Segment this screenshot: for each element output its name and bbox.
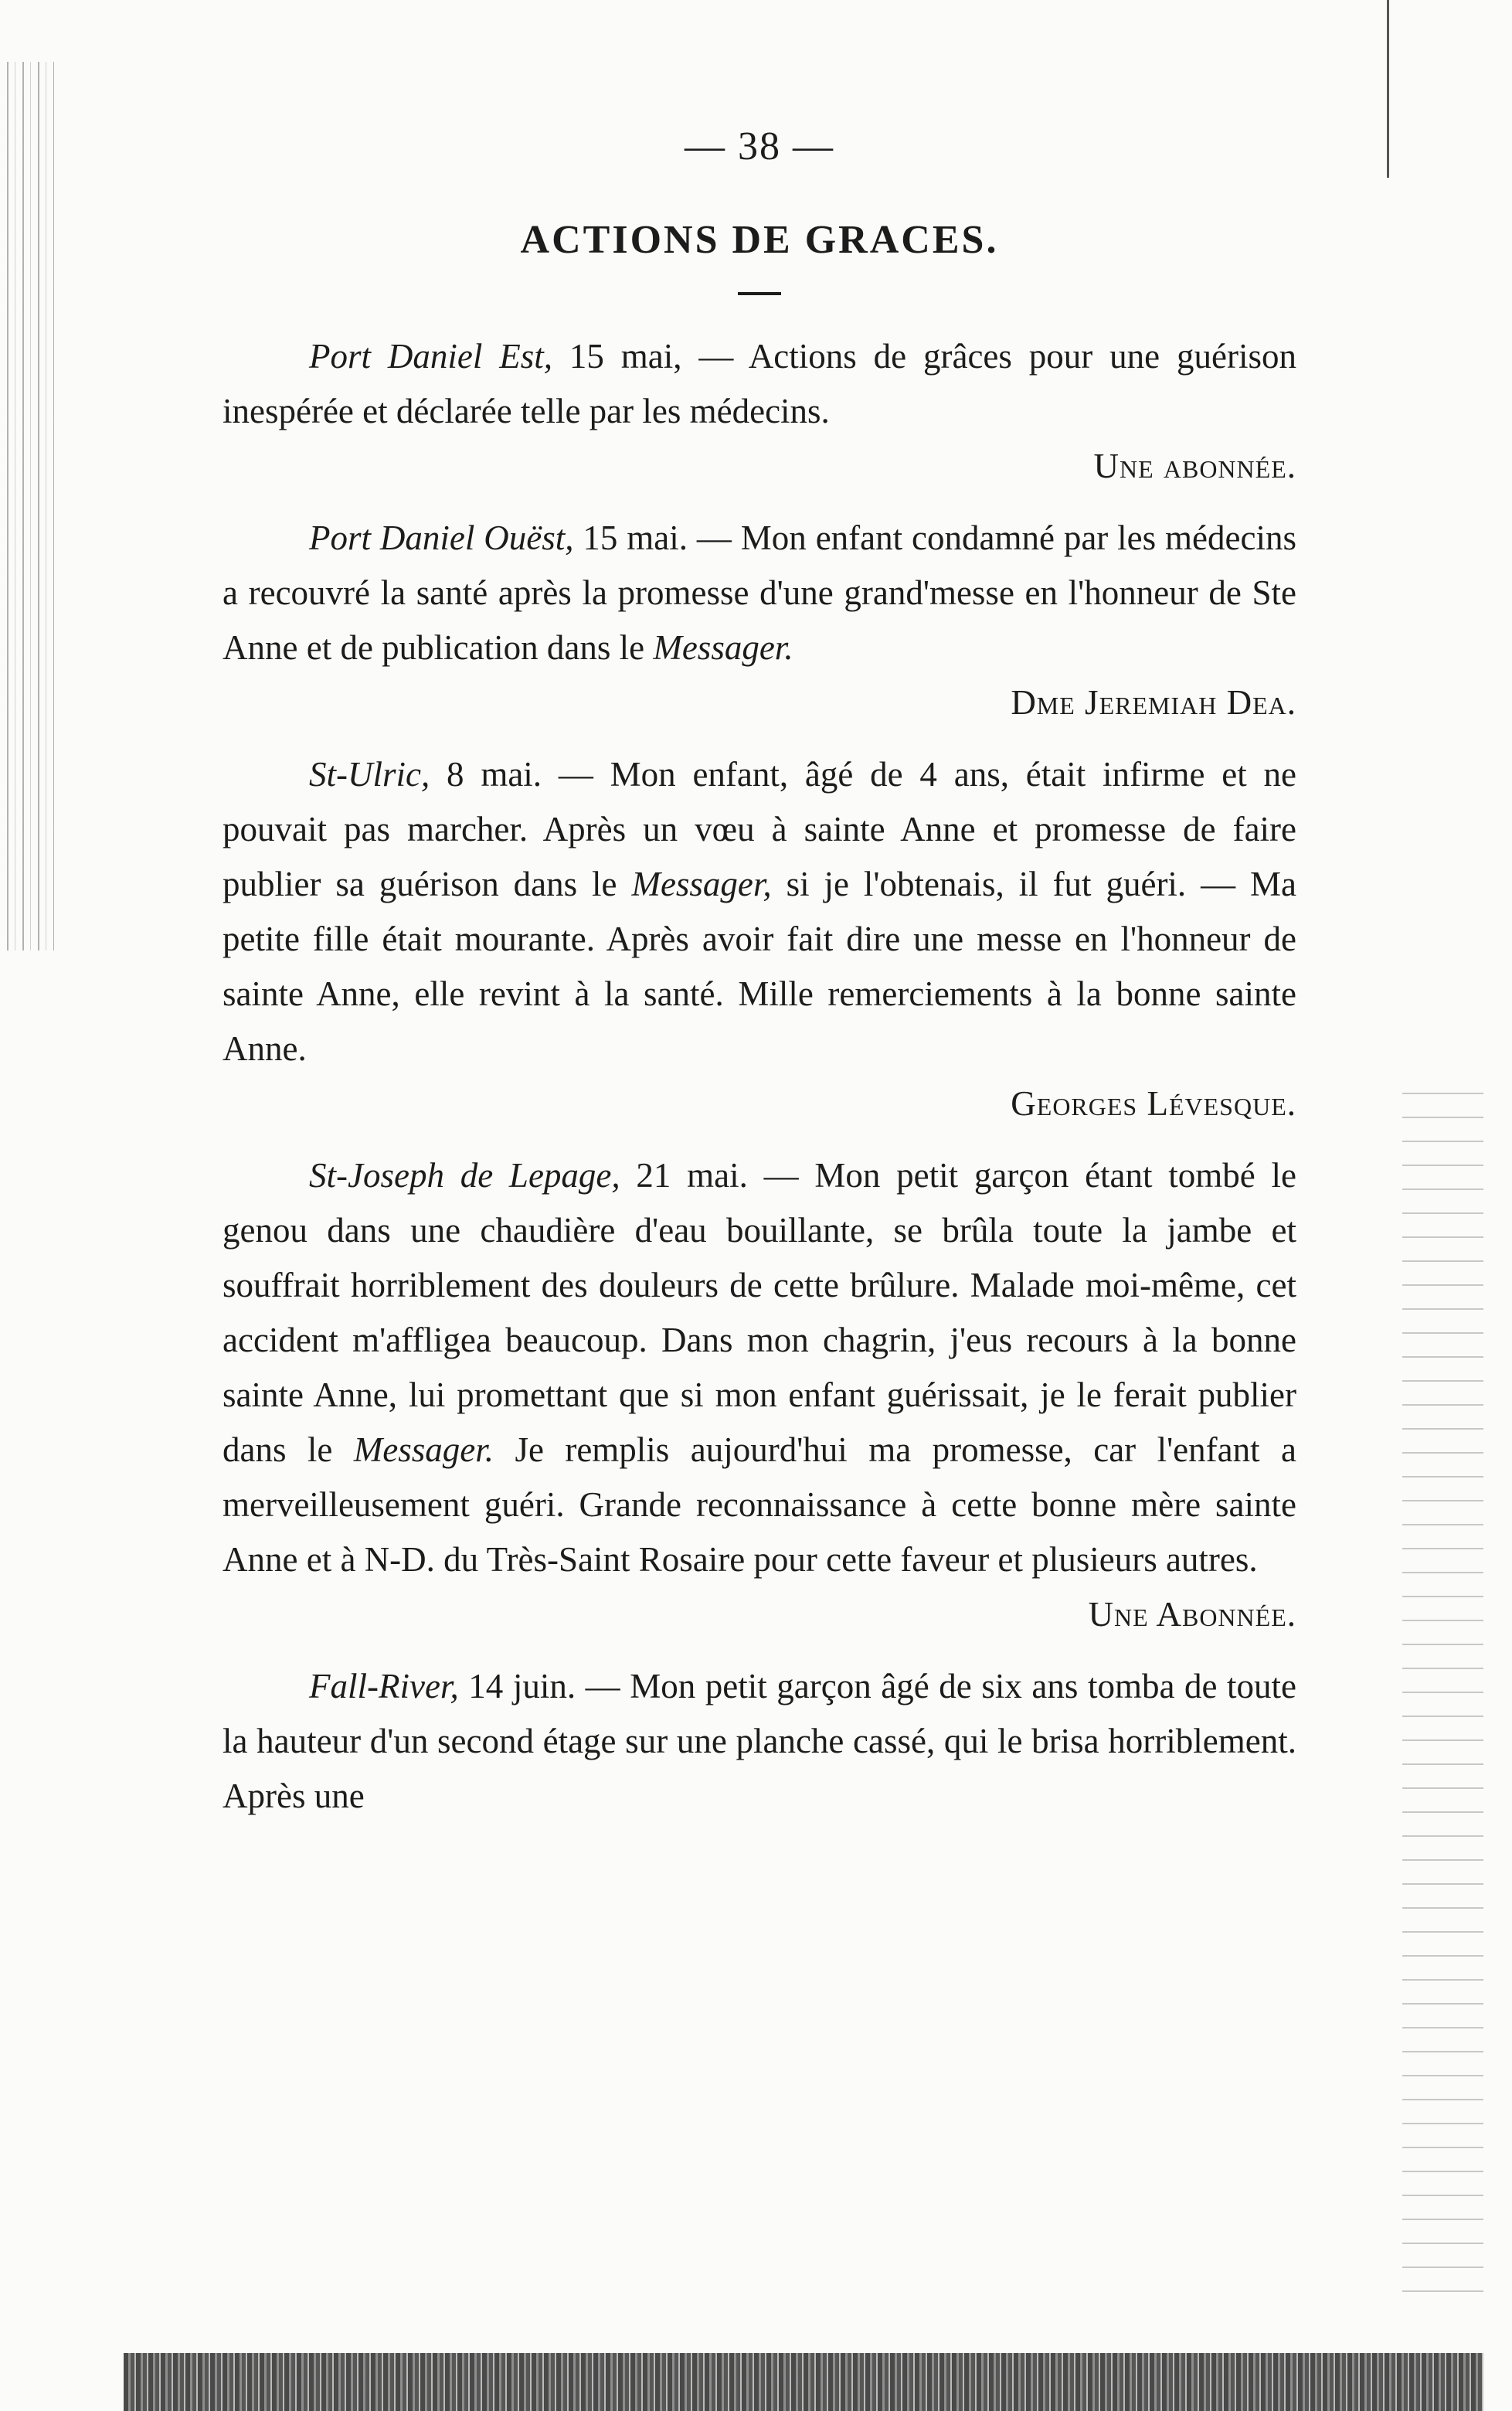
entry-place: St-Ulric, — [309, 755, 430, 794]
entry-st-joseph-de-lepage — [223, 1148, 1296, 1642]
scan-page-edge — [1402, 1082, 1483, 2303]
entry-port-daniel-ouest — [223, 511, 1296, 730]
section-title: ACTIONS DE GRACES. — [520, 218, 999, 262]
scan-gutter-shadow — [0, 62, 54, 950]
entry-text: 15 mai, — Actions de grâces pour une guérison inespérée et déclarée telle par les médecins. — [223, 337, 1296, 430]
entry-place: Port Daniel Ouëst, — [309, 519, 574, 557]
entry-signature: Georges Lévesque. — [1011, 1084, 1296, 1123]
entry-place: St-Joseph de Lepage, — [309, 1156, 620, 1195]
entry-paragraph — [223, 511, 1296, 675]
entry-text: 21 mai. — Mon petit garçon étant tombé le genou dans une chaudière d'eau bouillante, se brûla toute la jambe et souffrait horriblement des douleurs de cette brûlure. Malade moi-même, cet accident m'affligea beaucoup. Dans mon chagrin, j'eus recours à la bonne sainte Anne, lui promettant que si mon enfant guérissait, je le ferait publier dans le — [223, 1156, 1296, 1469]
page-text — [223, 124, 1296, 1841]
scan-edge-line — [1387, 0, 1389, 178]
entry-signature: Une abonnée. — [1093, 447, 1296, 485]
entry-paragraph — [223, 1148, 1296, 1587]
entry-fall-river — [223, 1659, 1296, 1824]
entry-paragraph — [223, 1659, 1296, 1824]
scan-bottom-noise — [124, 2353, 1483, 2411]
entry-text: 14 juin. — Mon petit garçon âgé de six ans tomba de toute la hauteur d'un second étage sur une planche cassé, qui le brisa horriblement. Après une — [223, 1667, 1296, 1815]
entry-italic-text: Messager, — [631, 865, 772, 903]
entry-place: Fall-River, — [309, 1667, 459, 1705]
page-number: — 38 — — [685, 124, 834, 168]
entry-text-continued: si je l'obtenais, il fut guéri. — Ma petite fille était mourante. Après avoir fait dire une messe en l'honneur de sainte Anne, elle revint à la santé. Mille remerciements à la bonne sainte Anne. — [223, 865, 1296, 1068]
entry-italic-text: Messager. — [653, 628, 793, 667]
entry-paragraph — [223, 747, 1296, 1076]
entry-st-ulric — [223, 747, 1296, 1131]
entry-text-continued: Je remplis aujourd'hui ma promesse, car l'enfant a merveilleusement guéri. Grande reconnaissance à cette bonne mère sainte Anne et à N-D. du Très-Saint Rosaire pour cette faveur et plusieurs autres. — [223, 1430, 1296, 1579]
entry-signature: Dme Jeremiah Dea. — [1011, 683, 1296, 722]
entry-text: 15 mai. — Mon enfant condamné par les médecins a recouvré la santé après la promesse d'une grand'messe en l'honneur de Ste Anne et de publication dans le — [223, 519, 1296, 667]
entry-signature: Une Abonnée. — [1088, 1595, 1296, 1634]
entry-text: 8 mai. — Mon enfant, âgé de 4 ans, était infirme et ne pouvait pas marcher. Après un vœu à sainte Anne et promesse de faire publier sa guérison dans le — [223, 755, 1296, 903]
entry-place: Port Daniel Est, — [309, 337, 552, 376]
entry-port-daniel-est — [223, 329, 1296, 494]
entry-paragraph — [223, 329, 1296, 439]
title-rule — [738, 292, 781, 295]
entry-italic-text: Messager. — [353, 1430, 494, 1469]
